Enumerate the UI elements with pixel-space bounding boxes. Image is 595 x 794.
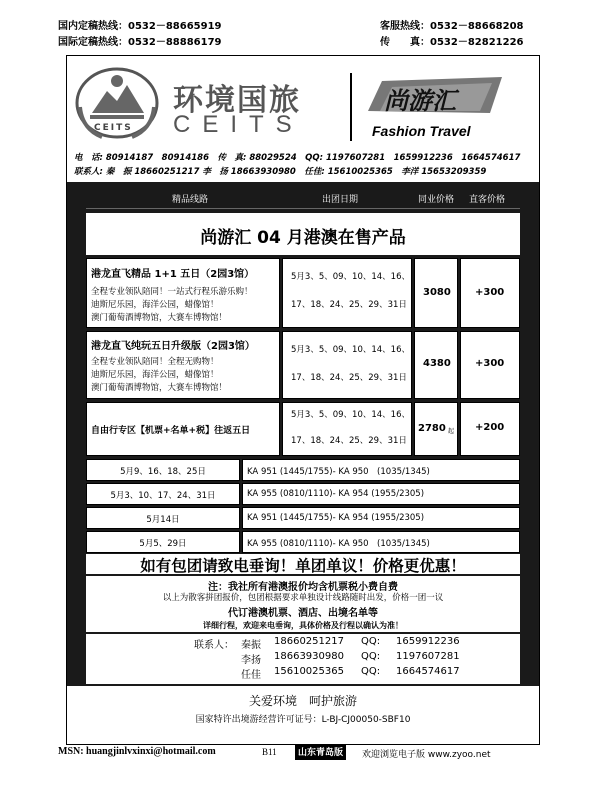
contact-phone-line: 电 话: 80914187 80914186 传 真: 88029524 QQ: 1197607281 1659912236 1664574617 (74, 153, 521, 163)
flight-row-1-dates-cell (86, 459, 240, 481)
ceits-english-name: CEITS (173, 111, 304, 138)
product-3-title: 自由行专区【机票+名单+税】往返五日 (91, 426, 251, 436)
contact-2-name: 李扬 (241, 655, 261, 666)
note-3: 代订港澳机票、酒店、出境名单等 (228, 608, 378, 619)
note-2: 以上为散客拼团报价，包团根据要求单独设计线路随时出发，价格一团一议 (162, 593, 444, 603)
note-1: 注：我社所有港澳报价均含机票税小费自费 (208, 582, 398, 593)
product-1-dates (282, 258, 412, 328)
logo-area (70, 67, 536, 147)
header-route: 精品线路 (172, 195, 209, 205)
table-header (86, 188, 520, 209)
flight-row-1-flight-cell (242, 459, 520, 481)
contact-3-phone: 15610025365 (274, 666, 344, 677)
flight-row-3-flight: KA 951 (1445/1755)- KA 954 (1955/2305) (247, 513, 425, 523)
product-3-peer-cell (414, 402, 458, 456)
fashion-logo-icon (362, 73, 512, 119)
flight-row-3-dates: 5月14日 (146, 515, 180, 525)
product-1-desc-2: 迪斯尼乐园，海洋公园，蜡像馆！ (91, 300, 219, 310)
note-4: 详细行程，欢迎来电垂询，具体价格及行程以确认为准！ (203, 621, 403, 630)
international-hotline: 国际定稿热线：0532－88886179 (58, 37, 222, 48)
contact-2-phone: 18663930980 (274, 651, 344, 662)
fashion-english-name: Fashion Travel (372, 123, 471, 139)
product-1-desc-3: 澳门葡萄酒博物馆，大赛车博物馆！ (91, 313, 228, 323)
flight-row-2-dates: 5月3、10、17、24、31日 (110, 491, 216, 501)
product-2-dates (282, 331, 412, 399)
product-3-direct-price: +200 (475, 422, 505, 433)
msn-address: MSN: huangjinlvxinxi@hotmail.com (58, 746, 216, 757)
contact-3-qq: 1664574617 (396, 666, 460, 677)
license-number: 国家特许出境游经营许可证号：L-BJ-CJ00050-SBF10 (195, 715, 411, 725)
contact-1-qq-label: QQ: (361, 636, 381, 647)
product-1-route (86, 258, 280, 328)
product-2-title: 港龙直飞纯玩五日升级版（2园3馆） (91, 341, 255, 352)
banner-cell (86, 213, 520, 255)
edition-badge: 山东青岛版 (295, 744, 346, 760)
product-1-desc-1: 全程专业领队陪同！一站式行程乐游乐购！ (91, 287, 253, 297)
header-peer-price: 同业价格 (418, 195, 455, 205)
ceits-emblem-icon (72, 67, 162, 145)
product-3-route (86, 402, 280, 456)
banner-title: 尚游汇 04 月港澳在售产品 (200, 228, 406, 248)
ceits-badge-text: CEITS (94, 123, 133, 133)
flight-row-4-dates-cell (86, 531, 240, 553)
contact-2-qq: 1197607281 (396, 651, 460, 662)
flight-row-4-flight-cell (242, 531, 520, 553)
product-1-peer-cell (414, 258, 458, 328)
flight-row-4-flight: KA 955 (0810/1110)- KA 950 (1035/1345) (247, 539, 430, 549)
product-2-peer-price: 4380 (423, 358, 451, 369)
slogan-text: 如有包团请致电垂询！单团单议！价格更优惠！ (140, 557, 466, 575)
product-1-title: 港龙直飞精品 1+1 五日（2园3馆） (91, 269, 255, 280)
contact-person-line: 联系人: 秦 振 18660251217 李 扬 18663930980 任佳: 15610025365 李洋 15653209359 (74, 167, 487, 177)
flight-row-2-flight: KA 955 (0810/1110)- KA 954 (1955/2305) (247, 489, 425, 499)
product-3-peer-price: 2780 (418, 423, 446, 434)
product-1-direct-cell (460, 258, 520, 328)
contact-2-qq-label: QQ: (361, 651, 381, 662)
flight-row-3-flight-cell (242, 507, 520, 529)
product-2-peer-cell (414, 331, 458, 399)
product-3-peer-suffix: 起 (448, 428, 455, 435)
product-2-dates-line-2: 17、18、24、25、29、31日 (291, 373, 407, 383)
domestic-hotline: 国内定稿热线：0532－88665919 (58, 21, 222, 32)
notes-cell (86, 576, 520, 632)
contact-1-qq: 1659912236 (396, 636, 460, 647)
product-2-desc-1: 全程专业领队陪同！全程无购物！ (91, 357, 219, 367)
flight-row-2-dates-cell (86, 483, 240, 505)
product-3-dates (282, 402, 412, 456)
flight-row-2-flight-cell (242, 483, 520, 505)
service-hotline: 客服热线：0532－88668208 (380, 21, 524, 32)
product-3-direct-cell (460, 402, 520, 456)
header-date: 出团日期 (322, 195, 359, 205)
logo-divider (350, 73, 352, 141)
product-2-direct-price: +300 (475, 358, 505, 369)
contact-1-name: 秦振 (241, 640, 261, 651)
product-3-dates-line-1: 5月3、5、09、10、14、16、 (291, 410, 410, 420)
contact-3-qq-label: QQ: (361, 666, 381, 677)
product-1-peer-price: 3080 (423, 287, 451, 298)
product-2-route (86, 331, 280, 399)
product-1-dates-line-1: 5月3、5、09、10、14、16、 (291, 272, 410, 282)
fax-number: 传 真：0532－82821226 (380, 37, 524, 48)
product-2-direct-cell (460, 331, 520, 399)
flight-row-4-dates: 5月5、29日 (139, 539, 187, 549)
product-2-dates-line-1: 5月3、5、09、10、14、16、 (291, 345, 410, 355)
product-2-desc-3: 澳门葡萄酒博物馆，大赛车博物馆！ (91, 383, 228, 393)
fashion-chinese-name: 尚游汇 (384, 87, 456, 115)
product-3-dates-line-2: 17、18、24、25、29、31日 (291, 436, 407, 446)
contacts-label: 联系人： (194, 640, 234, 651)
page-number: B11 (262, 747, 277, 757)
flight-row-3-dates-cell (86, 507, 240, 529)
slogan-cell (86, 554, 520, 574)
contact-3-name: 任佳 (241, 670, 261, 681)
product-1-dates-line-2: 17、18、24、25、29、31日 (291, 300, 407, 310)
product-2-desc-2: 迪斯尼乐园，海洋公园，蜡像馆！ (91, 370, 219, 380)
flight-row-1-flight: KA 951 (1445/1755)- KA 950 (1035/1345) (247, 467, 430, 477)
header-direct-price: 直客价格 (469, 195, 506, 205)
welcome-text: 欢迎浏览电子版 www.zyoo.net (362, 750, 491, 760)
flight-row-1-dates: 5月9、16、18、25日 (120, 467, 206, 477)
contact-1-phone: 18660251217 (274, 636, 344, 647)
ceits-chinese-name: 环境国旅 (173, 83, 301, 118)
footer-slogan: 关爱环境 呵护旅游 (248, 694, 357, 708)
product-1-direct-price: +300 (475, 287, 505, 298)
contacts-cell (86, 634, 520, 684)
